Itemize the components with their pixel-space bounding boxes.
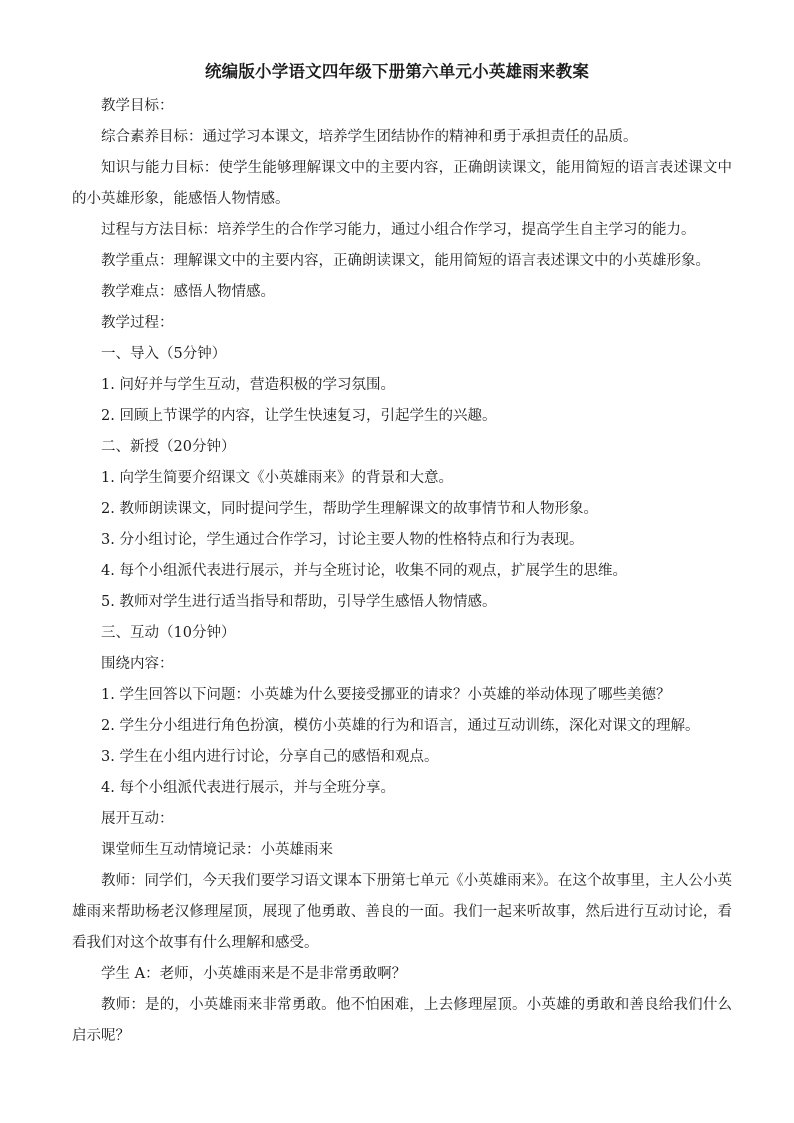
list-item: 2. 学生分小组进行角色扮演，模仿小英雄的行为和语言，通过互动训练，深化对课文的理解。 <box>101 718 700 734</box>
document-body <box>72 91 732 1052</box>
section-heading: 一、导入（5分钟） <box>101 346 227 362</box>
list-item: 3. 学生在小组内进行讨论，分享自己的感悟和观点。 <box>101 749 439 765</box>
paragraph: 综合素养目标：通过学习本课文，培养学生团结协作的精神和勇于承担责任的品质。 <box>101 129 638 145</box>
list-item: 4. 每个小组派代表进行展示，并与全班分享。 <box>101 780 395 796</box>
dialogue-paragraph: 教师：是的，小英雄雨来非常勇敢。他不怕困难，上去修理屋顶。小英雄的勇敢和善良给我们什么启示呢？ <box>72 997 732 1044</box>
document-title: 统编版小学语文四年级下册第六单元小英雄雨来教案 <box>204 62 590 81</box>
list-item: 1. 向学生简要介绍课文《小英雄雨来》的背景和大意。 <box>101 470 453 486</box>
paragraph: 过程与方法目标：培养学生的合作学习能力，通过小组合作学习，提高学生自主学习的能力。 <box>101 222 696 238</box>
dialogue-paragraph: 教师：同学们，今天我们要学习语文课本下册第七单元《小英雄雨来》。在这个故事里，主人公小英雄雨来帮助杨老汉修理屋顶，展现了他勇敢、善良的一面。我们一起来听故事，然后进行互动讨论，看看我们对这个故事有什么理解和感受。 <box>72 873 732 951</box>
paragraph: 教学过程： <box>101 315 174 331</box>
dialogue-paragraph: 学生 A：老师，小英雄雨来是不是非常勇敢啊？ <box>101 966 407 982</box>
paragraph: 展开互动： <box>101 811 174 827</box>
list-item: 4. 每个小组派代表进行展示，并与全班讨论，收集不同的观点，扩展学生的思维。 <box>101 563 627 579</box>
paragraph: 教学重点：理解课文中的主要内容，正确朗读课文，能用简短的语言表述课文中的小英雄形象。 <box>101 253 710 269</box>
list-item: 1. 学生回答以下问题：小英雄为什么要接受挪亚的请求？小英雄的举动体现了哪些美德？ <box>101 687 671 703</box>
list-item: 2. 回顾上节课学的内容，让学生快速复习，引起学生的兴趣。 <box>101 408 497 424</box>
paragraph: 课堂师生互动情境记录：小英雄雨来 <box>101 842 333 858</box>
list-item: 2. 教师朗读课文，同时提问学生，帮助学生理解课文的故事情节和人物形象。 <box>101 501 598 517</box>
paragraph: 围绕内容： <box>101 656 174 672</box>
list-item: 1. 问好并与学生互动，营造积极的学习氛围。 <box>101 377 395 393</box>
section-heading: 二、新授（20分钟） <box>101 439 236 455</box>
paragraph: 知识与能力目标：使学生能够理解课文中的主要内容，正确朗读课文，能用简短的语言表述课文中的小英雄形象，能感悟人物情感。 <box>72 160 732 207</box>
list-item: 3. 分小组讨论，学生通过合作学习，讨论主要人物的性格特点和行为表现。 <box>101 532 584 548</box>
list-item: 5. 教师对学生进行适当指导和帮助，引导学生感悟人物情感。 <box>101 594 497 610</box>
paragraph: 教学难点：感悟人物情感。 <box>101 284 275 300</box>
paragraph: 教学目标： <box>101 98 174 114</box>
section-heading: 三、互动（10分钟） <box>101 625 236 641</box>
